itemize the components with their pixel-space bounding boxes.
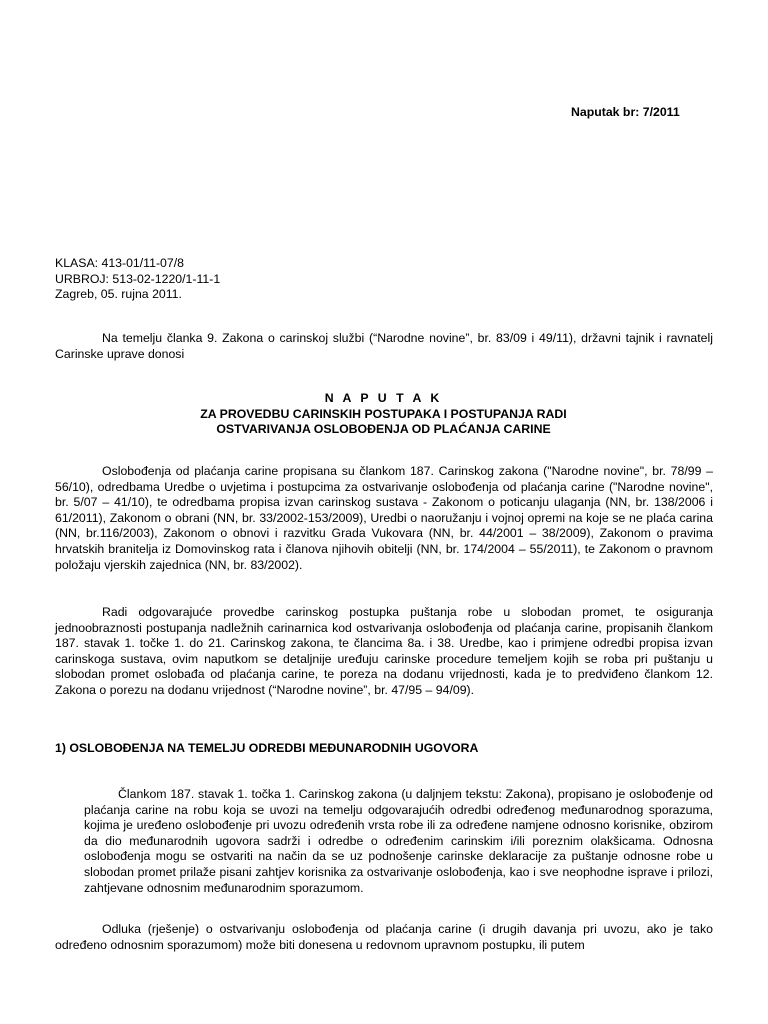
body-paragraph-4: Odluka (rješenje) o ostvarivanju oslobođenja od plaćanja carine (i drugih davanja pri uvozu, ako je tako određeno odnosnim sporazumom) može biti donesena u redovnom upravnom postupku, ili putem xyxy=(55,922,713,952)
reference-block xyxy=(55,256,455,303)
place-date-line: Zagreb, 05. rujna 2011. xyxy=(55,287,182,302)
title-line-2: ZA PROVEDBU CARINSKIH POSTUPAKA I POSTUPANJA RADI xyxy=(200,406,567,421)
title-line-1: N A P U T A K xyxy=(324,391,443,405)
body-paragraph-2: Radi odgovarajuće provedbe carinskog postupka puštanja robe u slobodan promet, te osiguranja jednoobraznosti postupanja nadležnih carinarnica kod ostvarivanja oslobođenja od plaćanja carine, propisanih člankom 187. stavak 1. točke 1. do 21. Carinskog zakona, te člancima 8a. i 38. Uredbe, kao i primjene odredbi propisa izvan carinskoga sustava, ovim naputkom se detaljnije uređuju carinske procedure temeljem kojih se roba pri puštanju u slobodan promet oslobađa od plaćanja carine, te poreza na dodanu vrijednosti, kada je to predviđeno člankom 12. Zakona o porezu na dodanu vrijednost (“Narodne novine”, br. 47/95 – 94/09). xyxy=(55,605,713,697)
title-line-3: OSTVARIVANJA OSLOBOĐENJA OD PLAĆANJA CARINE xyxy=(216,422,551,437)
body-paragraph-3: Člankom 187. stavak 1. točka 1. Carinskog zakona (u daljnjem tekstu: Zakona), propisano je oslobođenje od plaćanja carine na robu koja se uvozi na temelju odgovarajućih odredbi određenog međunarodnog sporazuma, kojima je uređeno oslobođenje pri uvozu određenih vrsta robe ili za određene namjene odnosno korisnike, obzirom da dio međunarodnih ugovora sadrži i odredbe o određenim carinskim i/ili poreznim olakšicama. Odnosna oslobođenja mogu se ostvariti na način da se uz podnošenje carinske deklaracije za puštanje odnosne robe u slobodan promet prilaže pisani zahtjev korisnika za ostvarivanje oslobođenja, kao i sve neophodne isprave i prilozi, zahtjevane odnosnim međunarodnim sporazumom. xyxy=(84,787,713,895)
klasa-line: KLASA: 413-01/11-07/8 xyxy=(55,256,184,270)
body-paragraph-1: Oslobođenja od plaćanja carine propisana su člankom 187. Carinskog zakona ("Narodne novine", br. 78/99 – 56/10), odredbama Uredbe o uvjetima i postupcima za ostvarivanje oslobođenja od plaćanja carine ("Narodne novine", br. 5/07 – 41/10), te odredbama propisa izvan carinskog sustava - Zakonom o poticanju ulaganja (NN, br. 138/2006 i 61/2011), Zakonom o obrani (NN, br. 33/2002-153/2009), Uredbi o naoružanju i vojnoj opremi na koje se ne plaća carina (NN, br.116/2003), Zakonom o obnovi i razvitku Grada Vukovara (NN, br. 44/2001 – 38/2009), Zakonom o pravima hrvatskih branitelja iz Domovinskog rata i članova njihovih obitelji (NN, br. 174/2004 – 55/2011), te Zakonom o pravnom položaju vjerskih zajednica (NN, br. 83/2002). xyxy=(55,464,713,572)
urbroj-line: URBROJ: 513-02-1220/1-11-1 xyxy=(55,271,221,286)
document-title xyxy=(55,391,712,438)
document-number: Naputak br: 7/2011 xyxy=(571,105,680,119)
intro-paragraph: Na temelju članka 9. Zakona o carinskoj službi (“Narodne novine”, br. 83/09 i 49/11), državni tajnik i ravnatelj Carinske uprave donosi xyxy=(55,331,713,361)
section-heading-1: 1) OSLOBOĐENJA NA TEMELJU ODREDBI MEĐUNARODNIH UGOVORA xyxy=(55,741,479,755)
